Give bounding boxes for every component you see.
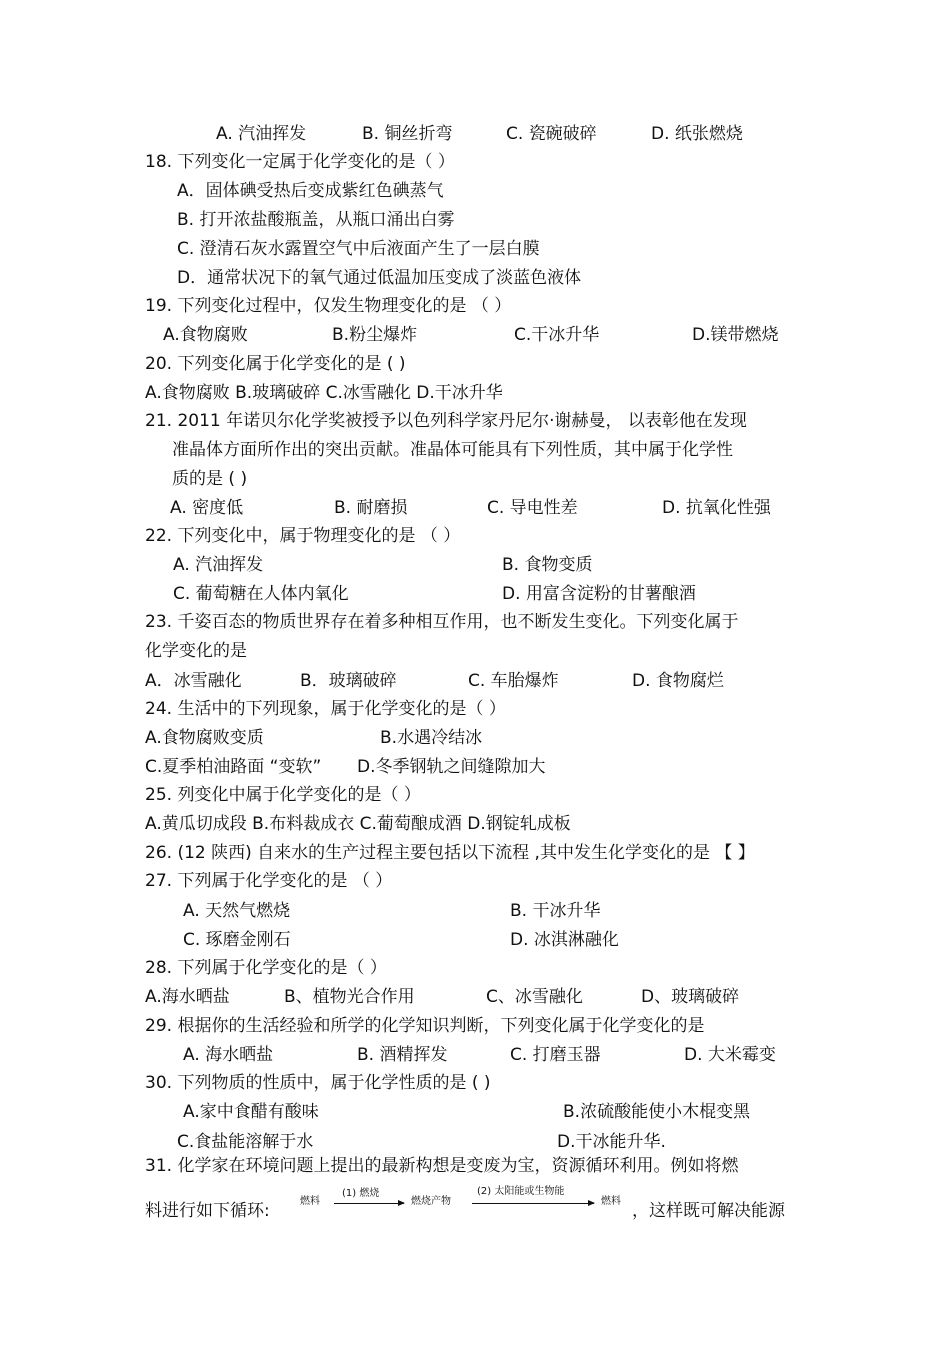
q30-stem: 30. 下列物质的性质中，属于化学性质的是 ( ) bbox=[145, 1073, 491, 1093]
q21-option-a: A. 密度低 bbox=[170, 498, 244, 518]
q23-option-c: C. 车胎爆炸 bbox=[468, 671, 559, 691]
q27-option-a: A. 天然气燃烧 bbox=[183, 901, 291, 921]
q22-option-a: A. 汽油挥发 bbox=[173, 555, 264, 575]
q30-option-a: A.家中食醋有酸味 bbox=[183, 1102, 319, 1122]
q20-options: A.食物腐败 B.玻璃破碎 C.冰雪融化 D.干冰升华 bbox=[145, 383, 503, 403]
q28-option-a: A.海水晒盐 bbox=[145, 987, 230, 1007]
q21-option-c: C. 导电性差 bbox=[487, 498, 578, 518]
q18-option-c: C. 澄清石灰水露置空气中后液面产生了一层白膜 bbox=[177, 239, 540, 259]
q28-option-d: D、玻璃破碎 bbox=[641, 987, 740, 1007]
q27-stem: 27. 下列属于化学变化的是 （ ） bbox=[145, 871, 393, 891]
q21-line-3: 质的是 ( ) bbox=[172, 469, 248, 489]
q25-stem: 25. 列变化中属于化学变化的是（ ） bbox=[145, 785, 421, 805]
cycle-fuel-end: 燃料 bbox=[601, 1196, 621, 1207]
q25-options: A.黄瓜切成段 B.布料裁成衣 C.葡萄酿成酒 D.钢锭轧成板 bbox=[145, 814, 571, 834]
q27-option-d: D. 冰淇淋融化 bbox=[510, 930, 619, 950]
q31-line-2-start: 料进行如下循环: bbox=[145, 1201, 270, 1221]
cycle-product: 燃烧产物 bbox=[411, 1196, 451, 1207]
q21-line-1: 21. 2011 年诺贝尔化学奖被授予以色列科学家丹尼尔·谢赫曼， 以表彰他在发现 bbox=[145, 411, 747, 431]
q19-option-c: C.干冰升华 bbox=[514, 325, 600, 345]
q24-option-b: B.水遇冷结冰 bbox=[380, 728, 483, 748]
q29-stem: 29. 根据你的生活经验和所学的化学知识判断，下列变化属于化学变化的是 bbox=[145, 1016, 705, 1036]
q24-stem: 24. 生活中的下列现象，属于化学变化的是（ ） bbox=[145, 699, 506, 719]
q30-option-d: D.干冰能升华. bbox=[557, 1132, 666, 1152]
q30-option-b: B.浓硫酸能使小木棍变黑 bbox=[563, 1102, 751, 1122]
cycle-step-1-label: (1) 燃烧 bbox=[342, 1188, 380, 1199]
q18-stem: 18. 下列变化一定属于化学变化的是（ ） bbox=[145, 152, 455, 172]
q22-option-b: B. 食物变质 bbox=[502, 555, 593, 575]
q28-option-b: B、植物光合作用 bbox=[284, 987, 415, 1007]
cycle-arrow-2 bbox=[472, 1203, 594, 1204]
q23-line-1: 23. 千姿百态的物质世界存在着多种相互作用，也不断发生变化。下列变化属于 bbox=[145, 612, 739, 632]
q28-stem: 28. 下列属于化学变化的是（ ） bbox=[145, 958, 387, 978]
q19-option-b: B.粉尘爆炸 bbox=[332, 325, 418, 345]
q18-option-d: D．通常状况下的氧气通过低温加压变成了淡蓝色液体 bbox=[177, 268, 582, 288]
q19-option-d: D.镁带燃烧 bbox=[692, 325, 779, 345]
q27-option-c: C. 琢磨金刚石 bbox=[183, 930, 291, 950]
q23-option-b: B．玻璃破碎 bbox=[300, 671, 397, 691]
q20-stem: 20. 下列变化属于化学变化的是 ( ) bbox=[145, 354, 406, 374]
q18-option-a: A．固体碘受热后变成紫红色碘蒸气 bbox=[177, 181, 444, 201]
q17-option-d: D. 纸张燃烧 bbox=[651, 124, 743, 144]
q24-option-a: A.食物腐败变质 bbox=[145, 728, 264, 748]
q17-option-c: C. 瓷碗破碎 bbox=[506, 124, 597, 144]
q23-option-d: D. 食物腐烂 bbox=[632, 671, 724, 691]
q17-option-b: B. 铜丝折弯 bbox=[362, 124, 453, 144]
q17-option-a: A. 汽油挥发 bbox=[216, 124, 307, 144]
q29-option-c: C. 打磨玉器 bbox=[510, 1045, 601, 1065]
q19-option-a: A.食物腐败 bbox=[163, 325, 248, 345]
q23-line-2: 化学变化的是 bbox=[145, 641, 247, 661]
q29-option-d: D. 大米霉变 bbox=[684, 1045, 776, 1065]
q21-option-d: D. 抗氧化性强 bbox=[662, 498, 771, 518]
q21-option-b: B. 耐磨损 bbox=[334, 498, 408, 518]
q19-stem: 19. 下列变化过程中，仅发生物理变化的是 （ ） bbox=[145, 296, 512, 316]
q24-option-c: C.夏季柏油路面 “变软” bbox=[145, 757, 322, 777]
q27-option-b: B. 干冰升华 bbox=[510, 901, 601, 921]
q22-stem: 22. 下列变化中，属于物理变化的是 （ ） bbox=[145, 526, 461, 546]
q29-option-a: A. 海水晒盐 bbox=[183, 1045, 274, 1065]
cycle-fuel-start: 燃料 bbox=[300, 1196, 320, 1207]
q21-line-2: 准晶体方面所作出的突出贡献。准晶体可能具有下列性质，其中属于化学性 bbox=[172, 440, 733, 460]
q26-stem: 26. (12 陕西) 自来水的生产过程主要包括以下流程 ,其中发生化学变化的是 【 】 bbox=[145, 843, 755, 863]
q23-option-a: A．冰雪融化 bbox=[145, 671, 242, 691]
q22-option-d: D. 用富含淀粉的甘薯酿酒 bbox=[502, 584, 696, 604]
q31-line-1: 31. 化学家在环境问题上提出的最新构想是变废为宝，资源循环利用。例如将燃 bbox=[145, 1156, 739, 1176]
cycle-step-2-label: (2) 太阳能或生物能 bbox=[477, 1186, 565, 1197]
q24-option-d: D.冬季钢轨之间缝隙加大 bbox=[357, 757, 546, 777]
q18-option-b: B. 打开浓盐酸瓶盖，从瓶口涌出白雾 bbox=[177, 210, 455, 230]
q22-option-c: C. 葡萄糖在人体内氧化 bbox=[173, 584, 349, 604]
q28-option-c: C、冰雪融化 bbox=[486, 987, 583, 1007]
cycle-arrow-1 bbox=[334, 1203, 404, 1204]
q29-option-b: B. 酒精挥发 bbox=[357, 1045, 448, 1065]
q31-line-2-end: ，这样既可解决能源 bbox=[632, 1201, 785, 1221]
q30-option-c: C.食盐能溶解于水 bbox=[177, 1132, 314, 1152]
